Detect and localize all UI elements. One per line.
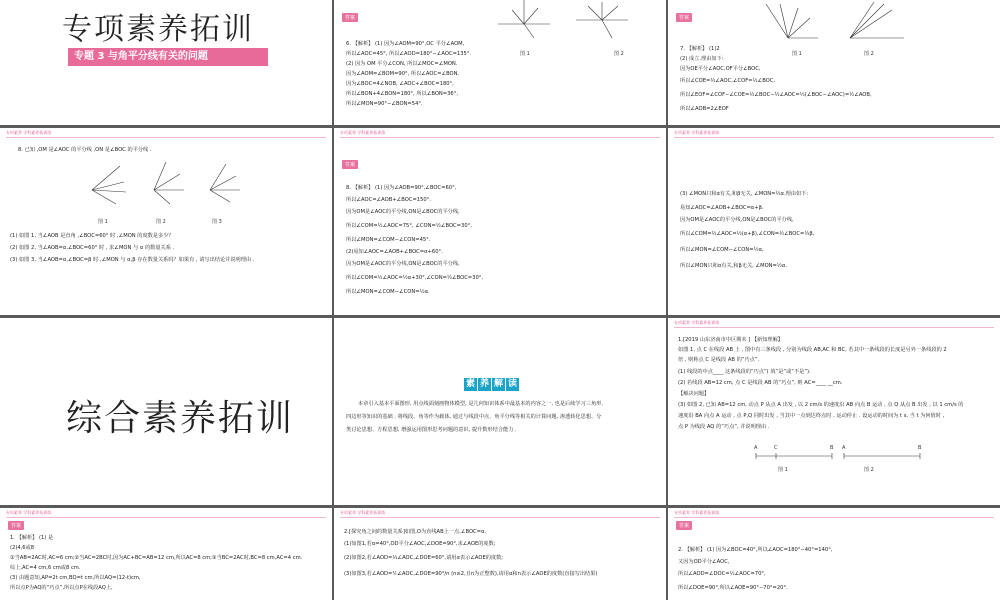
question-line: (3) 如图 2, 已知 AB=12 cm, 动点 P 从点 A 出发 , 以 2 cm/s 的速度沿 AB 向点 B 运动 , 点 Q 从点 B 出发 , 以 1 cm/s 的 [678, 402, 964, 408]
point-label: C [774, 445, 778, 451]
heading-char: 解 [493, 379, 503, 389]
angle-figure-1 [758, 0, 818, 44]
slide-answer-7[interactable] [668, 0, 1000, 125]
paragraph-line: 本章引入基本平面图形, 用点线面刻画物体模型, 是几何知识体系中最基本的内容之一, 也是后续学习三角形、 [358, 401, 607, 407]
answer-line: 所以∠COM=½∠AOC=½α+30°,∠CON=½∠BOC=30°, [346, 275, 484, 281]
question-line: 倍 , 则称点 C 是线段 AB 的“巧点”. [678, 357, 760, 363]
answer-line: 易知∠AOC=∠AOB+∠BOC=α+β. [680, 205, 764, 211]
question-line: (2)如图2,若∠AOD=⅓∠AOC,∠DOE=60°,请用α表示∠AOE的度数; [344, 555, 504, 561]
heading-char: 养 [479, 379, 489, 389]
slide-title-special[interactable] [0, 0, 332, 125]
slide-answer-8b[interactable] [668, 128, 1000, 315]
answer-line: 因为OM是∠AOC的平分线,ON是∠BOC的平分线, [680, 217, 794, 223]
question-line: (2) 若线段 AB=12 cm, 点 C 是线段 AB 的“巧点”, 则 AC=____ __cm. [678, 380, 843, 386]
answer-line: (2) 因为 OM 平分∠CON, 所以∠MOC=∠MON. [346, 61, 458, 67]
answer-line: 所以∠MON=90°−∠BON=54°. [346, 101, 423, 107]
slide-title-comprehensive[interactable] [0, 318, 332, 505]
answer-line: 所以∠AOC=∠AOB+∠BOC=150°. [346, 197, 431, 203]
answer-line: 综上,AC=4 cm,6 cm或8 cm. [10, 565, 81, 571]
slide-answer-6[interactable] [334, 0, 666, 125]
page-title: 专项素养拓训 [62, 12, 254, 47]
paragraph-line: 类讨论思想、方程思想, 增强运用图形思考问题的意识, 提升数形结合能力 . [346, 427, 517, 433]
angle-figure-1 [494, 0, 554, 40]
slide-literacy-reading[interactable] [334, 318, 666, 505]
segment-figure-2 [840, 446, 924, 462]
question-line: (1) 如图 1, 当∠AOB 是直角 ,∠BOC=60° 时 ,∠MON 的度数是多少？ [10, 233, 174, 239]
slide-header [668, 318, 1000, 328]
answer-tag: 答案 [342, 13, 358, 22]
answer-line: 所以∠EOF=∠COF−∠COE=½∠BOC−½∠AOC=½(∠BOC−∠AOC)=½∠AOB, [680, 92, 872, 98]
question-line: (3) 如图 3, 当∠AOB=α,∠BOC=β 时 ,∠MON 与 α,β 存在数量关系吗？如果有 , 请写出结论并说明理由 . [10, 257, 255, 263]
figure-caption: 图 2 [156, 219, 166, 225]
answer-line: (2)易知∠AOC=∠AOB+∠BOC=α+60°. [346, 249, 443, 255]
question-line: (1) 线段的中点____ 这条线段的“巧点”( 填“是”或“不是”). [678, 369, 811, 375]
answer-line: 所以∠AOC=45°, 所以∠AOD=180°−∠AOC=135°. [346, 51, 472, 57]
header-logo: 专项素养 学科素养拓训练 [6, 510, 52, 515]
figure-caption: 图 1 [778, 467, 788, 473]
angle-figure-2 [572, 0, 632, 40]
answer-line: 因为OE平分∠AOC,OF平分∠BOC, [680, 66, 761, 72]
slide-header [334, 508, 666, 518]
question-line: 速度沿 BA 向点 A 运动 , 点 P,Q 同时出发 , 当其中一点到达终点时 , 运动停止 . 设运动的时间为 t s, 当 t 为何值时 , [678, 413, 945, 419]
point-label: A [842, 445, 846, 451]
slide-header [668, 128, 1000, 138]
answer-line: 所以∠COE=½∠AOC,∠COF=½∠BOC, [680, 78, 776, 84]
slide-header [334, 128, 666, 138]
answer-line: 因为∠AOM=∠BOM=90°, 所以∠AOC=∠BON. [346, 71, 460, 77]
header-logo: 专项素养 学科素养拓训练 [674, 510, 720, 515]
answer-line: 所以∠MON只和α有关,和β无关, ∠MON=½α. [680, 263, 787, 269]
answer-line: 所以∠MON=∠COM−∠CON=45°. [346, 237, 431, 243]
slide-question-2[interactable] [334, 508, 666, 600]
question-line: (3)如图3,若∠AOD=¹⁄ₙ∠AOC,∠DOE=90°/n (n≥2,且n为正整数),请用α和n表示∠AOE的度数(直接写出结果) [344, 571, 598, 577]
question-text: 8. 已知 ,OM 是∠AOC 的平分线 ,ON 是∠BOC 的平分线 . [18, 147, 152, 153]
page-title: 综合素养拓训 [66, 398, 295, 439]
answer-tag: 答案 [342, 160, 358, 169]
answer-line: 6. 【解析】 (1) 因为∠AOM=90°,OC 平分∠AOM, [346, 41, 465, 47]
header-logo: 专项素养 学科素养拓训练 [340, 510, 386, 515]
answer-line: (2)4,6或8 [10, 545, 35, 551]
answer-line: ①当AB=2AC时,AC=6 cm;②当AC=2BC时,因为AC+BC=AB=12 cm,所以AC=8 cm;③当BC=2AC时,BC=8 cm,AC=4 cm. [10, 555, 303, 561]
header-logo: 专项素养 学科素养拓训练 [674, 130, 720, 135]
answer-line: (3) ∠MON只和α有关,和β无关, ∠MON=½α.理由如下: [680, 191, 809, 197]
answer-line: 所以∠COM=½∠AOC=75°, ∠CON=½∠BOC=30°, [346, 223, 472, 229]
slide-header [0, 508, 332, 518]
slide-answer-8a[interactable] [334, 128, 666, 315]
answer-tag: 答案 [676, 521, 692, 530]
literacy-heading [464, 371, 520, 391]
header-logo: 专项素养 学科素养拓训练 [6, 130, 52, 135]
question-line: 【解决问题】 [678, 391, 710, 397]
answer-line: 所以点P为AQ的“巧点”,所以点P在线段AQ上, [10, 585, 113, 591]
angle-figure-3 [200, 160, 244, 208]
figure-caption: 图 2 [614, 51, 624, 57]
angle-figure-1 [86, 160, 130, 208]
answer-line: 所以∠BON+4∠BON=180°, 所以∠BON=36°, [346, 91, 458, 97]
figure-caption: 图 3 [212, 219, 222, 225]
angle-figure-2 [144, 160, 188, 208]
question-line: 如图 1, 点 C 在线段 AB 上 , 图中有三条线段 , 分别为线段 AB,AC 和 BC, 若其中一条线段的长度是另外一条线段的 2 [678, 347, 947, 353]
question-line: (2) 如图 2, 当∠AOB=α,∠BOC=60° 时 , 求∠MON 与 α 的数量关系 . [10, 245, 175, 251]
slide-answer-2[interactable] [668, 508, 1000, 600]
topic-banner: 专题 3 与角平分线有关的问题 [68, 48, 268, 66]
answer-line: 所以∠AOB=2∠EOF [680, 106, 729, 112]
header-logo: 专项素养 学科素养拓训练 [674, 320, 720, 325]
answer-line: 所以∠DOE=90°,所以∠AOE=90°−70°=20°. [678, 585, 788, 591]
answer-line: 7. 【解析】 (1)2 [680, 46, 720, 52]
answer-line: 2. 【解析】 (1) 因为∠BOC=40°,所以∠AOC=180°−40°=140°, [678, 547, 833, 553]
segment-figure-1 [752, 446, 836, 462]
answer-line: 所以∠MON=∠COM−∠CON=½α, [680, 247, 764, 253]
point-label: B [918, 445, 922, 451]
angle-figure-2 [838, 0, 908, 44]
answer-line: 所以∠COM=½∠AOC=½(α+β),∠CON=½∠BOC=½β, [680, 231, 815, 237]
answer-line: 因为OM是∠AOC的平分线,ON是∠BOC的平分线, [346, 261, 460, 267]
figure-caption: 图 1 [792, 51, 802, 57]
slide-header [668, 508, 1000, 518]
answer-line: 又因为OD平分∠AOC, [678, 559, 730, 565]
question-line: (1)如图1,若α=40°,OD平分∠AOC,∠DOE=90°,求∠AOE的度数; [344, 541, 496, 547]
figure-caption: 图 1 [98, 219, 108, 225]
point-label: A [754, 445, 758, 451]
answer-line: 因为OM是∠AOC的平分线,ON是∠BOC的平分线, [346, 209, 460, 215]
slide-answer-1[interactable] [0, 508, 332, 600]
slide-header [0, 128, 332, 138]
header-logo: 专项素养 学科素养拓训练 [340, 130, 386, 135]
point-label: B [830, 445, 834, 451]
answer-line: 所以∠AOD=∠DOC=½∠AOC=70°, [678, 571, 766, 577]
answer-line: 1. 【解析】 (1) 是 [10, 535, 54, 541]
paragraph-line: 四边形等知识的基础 . 将线段、角等作为载体, 通过与线段中点、角平分线等相关的计算问题, 渗透转化思想、分 [346, 414, 602, 420]
answer-line: (2) 成立.理由如下: [680, 56, 724, 62]
answer-line: (3) 由题意知,AP=2t cm,BQ=t cm,所以AQ=(12-t)cm, [10, 575, 141, 581]
answer-tag: 答案 [676, 13, 692, 22]
question-line: 点 P 为线段 AQ 的“巧点”, 并说明理由 . [678, 424, 770, 430]
question-line: 2.[探究角之间的数量关系]如图,O为直线AB上一点,∠BOC=α. [344, 529, 487, 535]
answer-line: 所以∠MON=∠COM−∠CON=½α. [346, 289, 430, 295]
answer-line: 因为∠BOC=4∠NOB, ∠AOC+∠BOC=180°, [346, 81, 454, 87]
slide-question-8[interactable] [0, 128, 332, 315]
answer-line: 8. 【解析】 (1) 因为∠AOB=90°,∠BOC=60°, [346, 185, 457, 191]
slide-question-1[interactable] [668, 318, 1000, 505]
heading-char: 读 [507, 379, 517, 389]
answer-tag: 答案 [8, 521, 24, 530]
heading-char: 素 [465, 379, 475, 389]
question-line: 1.[2019 山东济南市中区期末 ] 【新知理解】 [678, 337, 783, 343]
figure-caption: 图 2 [864, 467, 874, 473]
figure-caption: 图 2 [864, 51, 874, 57]
figure-caption: 图 1 [520, 51, 530, 57]
